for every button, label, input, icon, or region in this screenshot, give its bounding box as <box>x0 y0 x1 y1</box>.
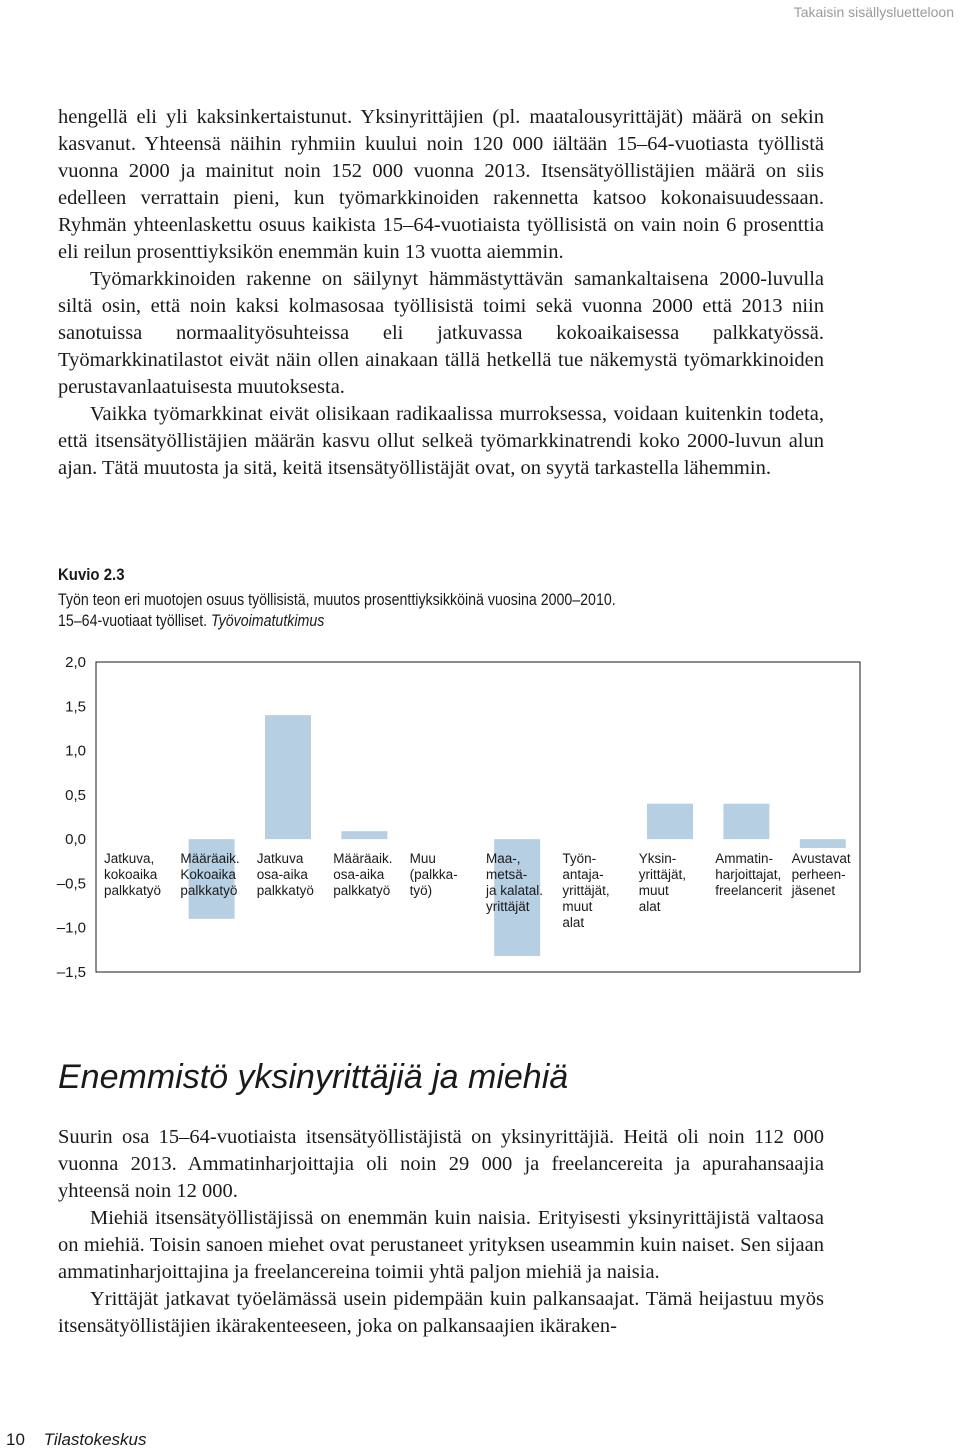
category-label-line: Kokoaika <box>180 867 236 883</box>
category-label-line: Työn- <box>562 851 597 867</box>
y-tick-label: –1,0 <box>56 919 86 937</box>
category-label-line: ja kalatal. <box>486 883 544 899</box>
category-label-line: yrittäjät <box>486 899 530 915</box>
category-label-line: (palkka- <box>409 867 458 883</box>
toc-link[interactable]: Takaisin sisällysluetteloon <box>793 4 954 20</box>
category-label-line: palkkatyö <box>104 883 162 899</box>
category-label-line: Määräaik. <box>180 851 240 867</box>
y-tick-label: 0,5 <box>65 786 86 804</box>
category-label-line: Maa-, <box>486 851 521 867</box>
category-label <box>180 851 239 898</box>
figure-source: Työvoimatutkimus <box>211 612 325 630</box>
category-label-line: Yksin- <box>638 851 677 867</box>
category-label-line: perheen- <box>791 867 846 883</box>
category-label-line: muut <box>562 899 593 915</box>
body-text-bottom <box>58 1124 824 1340</box>
category-label <box>562 851 609 930</box>
category-label-line: freelancerit <box>715 883 782 899</box>
category-label-line: alat <box>638 899 661 915</box>
publisher-name: Tilastokeskus <box>43 1430 147 1449</box>
category-label-line: osa-aika <box>256 867 308 883</box>
y-tick-label: 2,0 <box>65 654 86 671</box>
category-label-line: palkkatyö <box>180 883 238 899</box>
category-label-line: Ammatin- <box>715 851 773 867</box>
body-text-top <box>58 104 824 482</box>
bar <box>341 831 387 839</box>
category-label <box>715 851 782 898</box>
y-tick-label: 1,5 <box>65 698 86 716</box>
category-label-line: jäsenet <box>791 883 836 899</box>
category-label-line: Muu <box>409 851 436 867</box>
category-label-line: työ) <box>409 883 433 899</box>
y-tick-label: 1,0 <box>65 742 86 760</box>
paragraph: Suurin osa 15–64-vuotiaista itsensätyöllistäjistä on yksinyrittäjiä. Heitä oli noin 112 000 vuonna 2013. Ammatinharjoittajia oli noin 29 000 ja freelancereita ja apurahansaajia yhteensä noin 12 000. <box>58 1126 824 1202</box>
category-label-line: osa-aika <box>333 867 385 883</box>
figure-caption-line1: Työn teon eri muotojen osuus työllisistä, muutos prosenttiyksikköinä vuosina 2000–2010. <box>58 591 616 609</box>
y-tick-label: –0,5 <box>56 875 86 893</box>
figure-caption <box>58 590 798 632</box>
bar <box>265 715 311 839</box>
category-label-line: alat <box>562 915 585 931</box>
bar <box>723 804 769 839</box>
page-number: 10 <box>6 1430 25 1449</box>
figure-caption-line2 <box>58 611 798 632</box>
category-label <box>257 851 314 898</box>
section-heading: Enemmistö yksinyrittäjiä ja miehiä <box>58 1058 569 1096</box>
category-label <box>333 851 392 898</box>
category-label-line: yrittäjät, <box>562 883 610 899</box>
figure-caption-population: 15–64-vuotiaat työlliset. <box>58 612 208 630</box>
category-label-line: metsä- <box>486 867 528 883</box>
category-label-line: antaja- <box>562 867 604 883</box>
bar <box>800 839 846 848</box>
category-label <box>639 851 686 914</box>
paragraph: Yrittäjät jatkavat työelämässä usein pidempään kuin palkansaajat. Tämä heijastuu myös itsensätyöllistäjien ikärakenteeseen, joka on palkansaajien ikäraken- <box>58 1288 824 1337</box>
y-tick-label: 0,0 <box>65 831 86 849</box>
category-label-line: Avustavat <box>791 851 851 867</box>
category-label <box>791 851 851 898</box>
bar-chart <box>0 640 960 1000</box>
paragraph: Työmarkkinoiden rakenne on säilynyt hämmästyttävän samankaltaisena 2000-luvulla siltä osin, että noin kaksi kolmasosaa työllisistä toimi sekä vuonna 2000 että 2013 niin sanotuissa normaalityösuhteissa eli jatkuvassa kokoaikaisessa palkkatyössä. Työmarkkinatilastot eivät näin ollen ainakaan tällä hetkellä tue näkemystä työmarkkinoiden perustavanlaatuisesta muutoksesta. <box>58 268 824 398</box>
category-label-line: harjoittajat, <box>715 867 782 883</box>
category-label-line: Määräaik. <box>333 851 393 867</box>
y-tick-label: –1,5 <box>56 964 86 981</box>
page-footer <box>6 1430 147 1450</box>
category-label-line: palkkatyö <box>256 883 314 899</box>
paragraph: Vaikka työmarkkinat eivät olisikaan radikaalissa murroksessa, voidaan kuitenkin todeta, että itsensätyöllistäjien määrän kasvu ollut selkeä työmarkkinatrendi koko 2000-luvun alun ajan. Tätä muutosta ja sitä, keitä itsensätyöllistäjät ovat, on syytä tarkastella lähemmin. <box>58 403 824 479</box>
category-label <box>410 851 458 898</box>
category-label-line: muut <box>638 883 669 899</box>
bar <box>647 804 693 839</box>
category-label-line: palkkatyö <box>333 883 391 899</box>
paragraph: Miehiä itsensätyöllistäjissä on enemmän kuin naisia. Erityisesti yksinyrittäjistä valtaosa on miehiä. Toisin sanoen miehet ovat perustaneet yrityksen useammin kuin naiset. Sen sijaan ammatinharjoittajina ja freelancereina toimii yhtä paljon miehiä ja naisia. <box>58 1207 824 1283</box>
category-label-line: Jatkuva, <box>104 851 155 867</box>
figure-number: Kuvio 2.3 <box>58 565 125 584</box>
category-label-line: yrittäjät, <box>638 867 687 883</box>
category-label-line: kokoaika <box>104 867 158 883</box>
category-label <box>104 851 161 898</box>
category-label-line: Jatkuva <box>256 851 304 867</box>
paragraph: hengellä eli yli kaksinkertaistunut. Yksinyrittäjien (pl. maatalousyrittäjät) määrä on sekin kasvanut. Yhteensä näihin ryhmiin kuului noin 120 000 iältään 15–64-vuotiasta työllistä vuonna 2000 ja mainitut noin 152 000 vuonna 2013. Itsensätyöllistäjien määrä on siis edelleen verrattain pieni, kun työmarkkinoiden rakennetta katsoo kokonaisuudessaan. Ryhmän yhteenlaskettu osuus kaikista 15–64-vuotiaista työllisistä on vain noin 6 prosenttia eli reilun prosenttiyksikön enemmän kuin 13 vuotta aiemmin. <box>58 106 824 263</box>
